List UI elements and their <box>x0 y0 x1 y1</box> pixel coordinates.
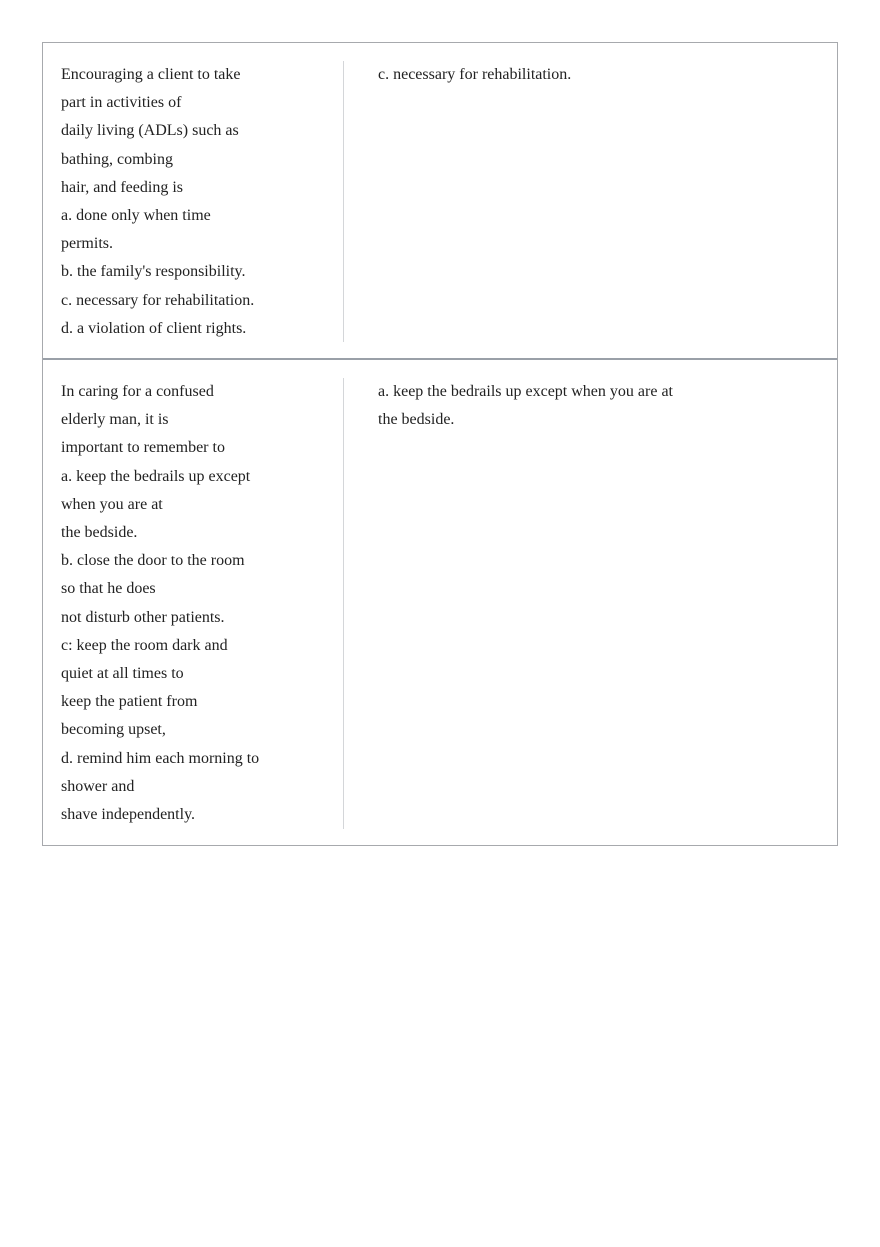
answer-line: the bedside. <box>378 411 455 429</box>
option-c-line: quiet at all times to <box>61 665 184 683</box>
question-line: In caring for a confused <box>61 383 214 400</box>
question-line: elderly man, it is <box>61 411 169 429</box>
flashcard-table <box>42 42 838 846</box>
question-line: important to remember to <box>61 439 225 457</box>
flashcard-2-answer <box>344 378 837 829</box>
option-a-line: a. keep the bedrails up except <box>61 467 251 485</box>
option-d-line: shave independently. <box>61 806 196 824</box>
option-a-line: permits. <box>61 235 113 253</box>
option-d-line: d. a violation of client rights. <box>61 319 247 337</box>
question-line: Encouraging a client to take <box>61 66 241 83</box>
option-b-line: b. the family's responsibility. <box>61 263 246 281</box>
flashcard-2 <box>43 360 837 845</box>
question-line: part in activities of <box>61 94 182 112</box>
flashcard-2-question <box>43 378 344 829</box>
option-c-line: c: keep the room dark and <box>61 636 228 654</box>
option-a-line: when you are at <box>61 495 163 513</box>
question-line: hair, and feeding is <box>61 178 183 196</box>
answer-line: c. necessary for rehabilitation. <box>378 66 572 83</box>
flashcard-1-answer <box>344 61 837 342</box>
answer-line: a. keep the bedrails up except when you are at <box>378 383 673 400</box>
option-a-line: the bedside. <box>61 524 138 542</box>
option-b-line: not disturb other patients. <box>61 608 225 626</box>
option-a-line: a. done only when time <box>61 207 211 225</box>
option-c-line: becoming upset, <box>61 721 166 739</box>
option-b-line: so that he does <box>61 580 156 598</box>
flashcard-1 <box>43 43 837 360</box>
option-c-line: keep the patient from <box>61 693 198 711</box>
question-line: daily living (ADLs) such as <box>61 122 239 140</box>
option-c-line: c. necessary for rehabilitation. <box>61 291 255 309</box>
option-d-line: shower and <box>61 777 135 795</box>
flashcard-1-question <box>43 61 344 342</box>
option-b-line: b. close the door to the room <box>61 552 245 570</box>
option-d-line: d. remind him each morning to <box>61 749 260 767</box>
question-line: bathing, combing <box>61 150 173 168</box>
